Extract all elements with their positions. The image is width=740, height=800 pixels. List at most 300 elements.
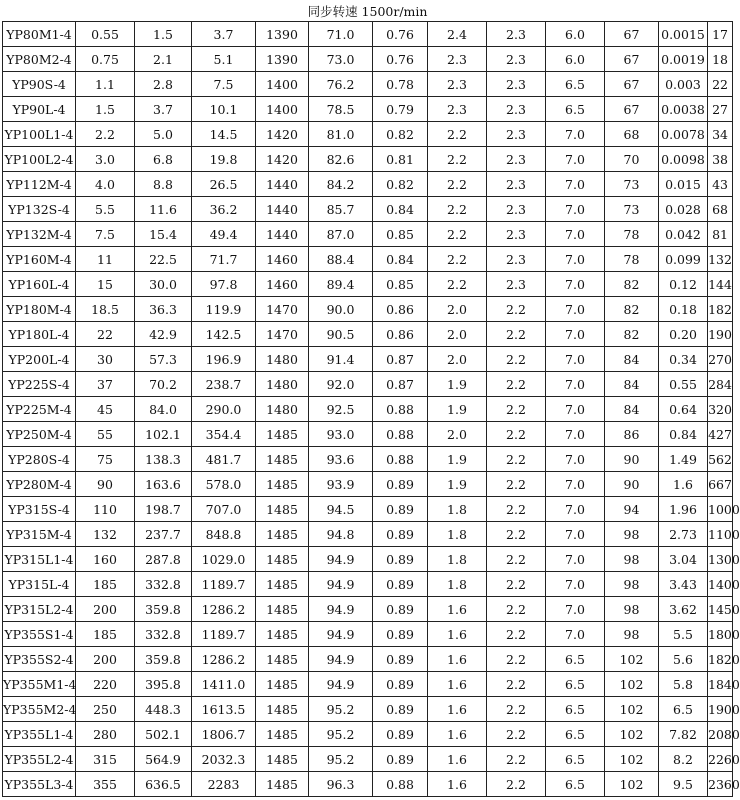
- table-cell: 10.1: [192, 97, 256, 122]
- model-cell: YP315M-4: [3, 522, 76, 547]
- table-cell: 75: [76, 447, 135, 472]
- table-cell: 78.5: [309, 97, 373, 122]
- table-cell: 1485: [256, 722, 309, 747]
- table-cell: 2.3: [487, 47, 546, 72]
- table-cell: 1440: [256, 197, 309, 222]
- table-row: [3, 522, 733, 547]
- table-cell: 1.8: [428, 572, 487, 597]
- table-cell: 19.8: [192, 147, 256, 172]
- table-cell: 0.88: [373, 447, 428, 472]
- table-cell: 7.0: [546, 347, 605, 372]
- table-cell: 82.6: [309, 147, 373, 172]
- table-cell: 102: [605, 672, 659, 697]
- model-cell: YP90L-4: [3, 97, 76, 122]
- table-row: [3, 347, 733, 372]
- table-cell: 6.5: [546, 97, 605, 122]
- model-cell: YP100L2-4: [3, 147, 76, 172]
- table-cell: 427: [708, 422, 733, 447]
- table-cell: 67: [605, 47, 659, 72]
- table-cell: 94.9: [309, 672, 373, 697]
- table-cell: 359.8: [135, 597, 192, 622]
- table-cell: 1485: [256, 597, 309, 622]
- table-cell: 3.0: [76, 147, 135, 172]
- table-cell: 1460: [256, 272, 309, 297]
- table-cell: 93.6: [309, 447, 373, 472]
- table-cell: 2.2: [428, 247, 487, 272]
- table-cell: 2.3: [487, 72, 546, 97]
- table-cell: 102: [605, 722, 659, 747]
- table-cell: 0.34: [659, 347, 708, 372]
- model-cell: YP132M-4: [3, 222, 76, 247]
- table-cell: 2.73: [659, 522, 708, 547]
- table-cell: 332.8: [135, 622, 192, 647]
- table-cell: 2.2: [428, 122, 487, 147]
- table-cell: 1400: [256, 72, 309, 97]
- table-cell: 1.6: [428, 772, 487, 797]
- model-cell: YP160L-4: [3, 272, 76, 297]
- table-cell: 1.6: [428, 597, 487, 622]
- table-cell: 92.5: [309, 397, 373, 422]
- table-cell: 7.0: [546, 297, 605, 322]
- table-cell: 7.0: [546, 497, 605, 522]
- table-cell: 0.89: [373, 672, 428, 697]
- table-cell: 1189.7: [192, 622, 256, 647]
- table-cell: 82: [605, 297, 659, 322]
- table-cell: 2.0: [428, 297, 487, 322]
- table-cell: 132: [76, 522, 135, 547]
- table-cell: 1.9: [428, 397, 487, 422]
- table-cell: 0.87: [373, 372, 428, 397]
- table-cell: 7.0: [546, 472, 605, 497]
- model-cell: YP180L-4: [3, 322, 76, 347]
- table-cell: 2.2: [487, 672, 546, 697]
- table-row: [3, 297, 733, 322]
- table-cell: 2.0: [428, 347, 487, 372]
- model-cell: YP280S-4: [3, 447, 76, 472]
- table-cell: 2.8: [135, 72, 192, 97]
- table-cell: 2.2: [487, 497, 546, 522]
- table-cell: 42.9: [135, 322, 192, 347]
- table-cell: 95.2: [309, 747, 373, 772]
- table-cell: 22: [76, 322, 135, 347]
- table-cell: 200: [76, 647, 135, 672]
- table-cell: 78: [605, 222, 659, 247]
- table-cell: 90.5: [309, 322, 373, 347]
- table-row: [3, 497, 733, 522]
- table-cell: 2.3: [428, 47, 487, 72]
- table-cell: 2.2: [487, 522, 546, 547]
- table-cell: 82: [605, 272, 659, 297]
- table-cell: 2.3: [487, 147, 546, 172]
- table-cell: 7.5: [76, 222, 135, 247]
- table-cell: 0.85: [373, 272, 428, 297]
- table-cell: 1485: [256, 772, 309, 797]
- table-cell: 17: [708, 22, 733, 47]
- table-cell: 84: [605, 397, 659, 422]
- table-cell: 1485: [256, 547, 309, 572]
- table-cell: 0.88: [373, 772, 428, 797]
- table-cell: 11: [76, 247, 135, 272]
- table-cell: 7.0: [546, 197, 605, 222]
- table-row: [3, 222, 733, 247]
- table-cell: 43: [708, 172, 733, 197]
- table-cell: 190: [708, 322, 733, 347]
- table-cell: 0.55: [76, 22, 135, 47]
- table-cell: 68: [708, 197, 733, 222]
- table-cell: 355: [76, 772, 135, 797]
- table-cell: 1460: [256, 247, 309, 272]
- table-cell: 34: [708, 122, 733, 147]
- table-cell: 98: [605, 522, 659, 547]
- table-cell: 1485: [256, 422, 309, 447]
- table-cell: 2.2: [428, 272, 487, 297]
- table-cell: 102: [605, 697, 659, 722]
- table-cell: 7.0: [546, 447, 605, 472]
- table-cell: 2.3: [487, 247, 546, 272]
- table-cell: 8.2: [659, 747, 708, 772]
- model-cell: YP315L-4: [3, 572, 76, 597]
- table-cell: 0.89: [373, 622, 428, 647]
- table-row: [3, 397, 733, 422]
- motor-spec-table: [2, 0, 740, 797]
- table-cell: 2.3: [487, 222, 546, 247]
- model-cell: YP160M-4: [3, 247, 76, 272]
- table-cell: 142.5: [192, 322, 256, 347]
- table-cell: 2.2: [428, 197, 487, 222]
- table-cell: 102: [605, 772, 659, 797]
- table-cell: 49.4: [192, 222, 256, 247]
- table-cell: 2.2: [487, 597, 546, 622]
- table-cell: 0.0019: [659, 47, 708, 72]
- table-cell: 5.8: [659, 672, 708, 697]
- table-cell: 73.0: [309, 47, 373, 72]
- table-cell: 67: [605, 22, 659, 47]
- table-row: [3, 622, 733, 647]
- table-cell: 1.1: [76, 72, 135, 97]
- table-cell: 2.2: [487, 422, 546, 447]
- table-cell: 98: [605, 547, 659, 572]
- table-cell: 81.0: [309, 122, 373, 147]
- table-cell: 1485: [256, 447, 309, 472]
- table-cell: 15: [76, 272, 135, 297]
- table-cell: 6.5: [659, 697, 708, 722]
- table-cell: 7.0: [546, 422, 605, 447]
- table-row: [3, 647, 733, 672]
- table-cell: 707.0: [192, 497, 256, 522]
- table-cell: 90: [76, 472, 135, 497]
- table-cell: 8.8: [135, 172, 192, 197]
- model-cell: YP180M-4: [3, 297, 76, 322]
- table-cell: 0.78: [373, 72, 428, 97]
- table-cell: 1.9: [428, 372, 487, 397]
- table-cell: 73: [605, 172, 659, 197]
- table-cell: 0.85: [373, 222, 428, 247]
- table-cell: 94.9: [309, 597, 373, 622]
- table-cell: 2283: [192, 772, 256, 797]
- table-cell: 1189.7: [192, 572, 256, 597]
- table-cell: 1400: [708, 572, 733, 597]
- table-cell: 5.5: [659, 622, 708, 647]
- table-cell: 2.2: [487, 322, 546, 347]
- table-cell: 30: [76, 347, 135, 372]
- table-cell: 2260: [708, 747, 733, 772]
- table-cell: 1.6: [428, 697, 487, 722]
- table-cell: 14.5: [192, 122, 256, 147]
- table-cell: 2.3: [428, 72, 487, 97]
- table-cell: 94.9: [309, 547, 373, 572]
- table-cell: 2.3: [487, 97, 546, 122]
- table-cell: 6.5: [546, 722, 605, 747]
- table-cell: 578.0: [192, 472, 256, 497]
- table-cell: 2.2: [487, 347, 546, 372]
- table-cell: 2.2: [487, 647, 546, 672]
- model-cell: YP280M-4: [3, 472, 76, 497]
- table-cell: 1400: [256, 97, 309, 122]
- table-cell: 2.3: [487, 272, 546, 297]
- table-cell: 89.4: [309, 272, 373, 297]
- table-cell: 98: [605, 597, 659, 622]
- table-cell: 2.3: [487, 197, 546, 222]
- table-cell: 84: [605, 347, 659, 372]
- table-cell: 2.2: [487, 772, 546, 797]
- table-cell: 2.0: [428, 422, 487, 447]
- table-cell: 38: [708, 147, 733, 172]
- table-cell: 315: [76, 747, 135, 772]
- table-cell: 1440: [256, 172, 309, 197]
- table-cell: 76.2: [309, 72, 373, 97]
- model-cell: YP225M-4: [3, 397, 76, 422]
- table-cell: 2.2: [487, 447, 546, 472]
- table-cell: 0.003: [659, 72, 708, 97]
- table-cell: 2.2: [487, 747, 546, 772]
- table-cell: 7.0: [546, 372, 605, 397]
- table-cell: 6.0: [546, 47, 605, 72]
- table-cell: 1.5: [135, 22, 192, 47]
- table-cell: 94.9: [309, 572, 373, 597]
- table-cell: 82: [605, 322, 659, 347]
- table-cell: 185: [76, 572, 135, 597]
- table-row: [3, 372, 733, 397]
- table-cell: 1450: [708, 597, 733, 622]
- table-row: [3, 122, 733, 147]
- table-cell: 96.3: [309, 772, 373, 797]
- table-cell: 2.2: [487, 372, 546, 397]
- table-cell: 1440: [256, 222, 309, 247]
- table-cell: 70: [605, 147, 659, 172]
- table-cell: 1029.0: [192, 547, 256, 572]
- table-cell: 102: [605, 747, 659, 772]
- table-cell: 0.64: [659, 397, 708, 422]
- table-cell: 284: [708, 372, 733, 397]
- table-cell: 78: [605, 247, 659, 272]
- table-cell: 1806.7: [192, 722, 256, 747]
- table-cell: 2.2: [428, 222, 487, 247]
- model-cell: YP355S1-4: [3, 622, 76, 647]
- table-cell: 1.8: [428, 522, 487, 547]
- table-cell: 2032.3: [192, 747, 256, 772]
- table-cell: 7.0: [546, 597, 605, 622]
- table-cell: 6.5: [546, 647, 605, 672]
- model-cell: YP355S2-4: [3, 647, 76, 672]
- table-cell: 9.5: [659, 772, 708, 797]
- table-cell: 848.8: [192, 522, 256, 547]
- table-cell: 160: [76, 547, 135, 572]
- table-cell: 93.9: [309, 472, 373, 497]
- table-cell: 92.0: [309, 372, 373, 397]
- table-cell: 0.89: [373, 747, 428, 772]
- table-cell: 57.3: [135, 347, 192, 372]
- table-cell: 55: [76, 422, 135, 447]
- table-cell: 2.2: [487, 547, 546, 572]
- table-cell: 2.1: [135, 47, 192, 72]
- table-cell: 2.2: [487, 397, 546, 422]
- table-cell: 102: [605, 647, 659, 672]
- table-cell: 119.9: [192, 297, 256, 322]
- table-cell: 2.2: [487, 297, 546, 322]
- table-cell: 3.7: [192, 22, 256, 47]
- table-cell: 200: [76, 597, 135, 622]
- table-cell: 0.76: [373, 47, 428, 72]
- table-cell: 2080: [708, 722, 733, 747]
- table-cell: 1470: [256, 322, 309, 347]
- table-cell: 0.0098: [659, 147, 708, 172]
- table-cell: 0.55: [659, 372, 708, 397]
- table-cell: 90: [605, 472, 659, 497]
- table-cell: 5.6: [659, 647, 708, 672]
- table-cell: 0.86: [373, 322, 428, 347]
- table-cell: 18.5: [76, 297, 135, 322]
- model-cell: YP355M1-4: [3, 672, 76, 697]
- table-cell: 2.2: [487, 622, 546, 647]
- table-cell: 1613.5: [192, 697, 256, 722]
- table-cell: 27: [708, 97, 733, 122]
- table-cell: 0.89: [373, 472, 428, 497]
- table-cell: 280: [76, 722, 135, 747]
- table-cell: 18: [708, 47, 733, 72]
- table-cell: 98: [605, 572, 659, 597]
- table-cell: 636.5: [135, 772, 192, 797]
- model-cell: YP100L1-4: [3, 122, 76, 147]
- table-cell: 1.9: [428, 472, 487, 497]
- table-row: [3, 172, 733, 197]
- table-cell: 562: [708, 447, 733, 472]
- table-cell: 182: [708, 297, 733, 322]
- table-cell: 86: [605, 422, 659, 447]
- table-cell: 97.8: [192, 272, 256, 297]
- table-cell: 2.3: [487, 22, 546, 47]
- table-row: [3, 572, 733, 597]
- table-cell: 94: [605, 497, 659, 522]
- table-cell: 84.0: [135, 397, 192, 422]
- table-cell: 1100: [708, 522, 733, 547]
- table-cell: 667: [708, 472, 733, 497]
- table-cell: 2.2: [428, 172, 487, 197]
- table-cell: 68: [605, 122, 659, 147]
- table-cell: 7.0: [546, 397, 605, 422]
- table-cell: 1411.0: [192, 672, 256, 697]
- model-cell: YP225S-4: [3, 372, 76, 397]
- model-cell: YP355L1-4: [3, 722, 76, 747]
- model-cell: YP315L2-4: [3, 597, 76, 622]
- table-cell: 220: [76, 672, 135, 697]
- table-cell: 7.82: [659, 722, 708, 747]
- table-cell: 0.76: [373, 22, 428, 47]
- table-cell: 1.6: [428, 722, 487, 747]
- table-cell: 0.84: [659, 422, 708, 447]
- table-cell: 196.9: [192, 347, 256, 372]
- table-cell: 0.015: [659, 172, 708, 197]
- table-cell: 6.0: [546, 22, 605, 47]
- model-cell: YP200L-4: [3, 347, 76, 372]
- table-row: [3, 422, 733, 447]
- table-cell: 90.0: [309, 297, 373, 322]
- table-cell: 3.43: [659, 572, 708, 597]
- table-cell: 0.89: [373, 722, 428, 747]
- model-cell: YP90S-4: [3, 72, 76, 97]
- table-cell: 95.2: [309, 722, 373, 747]
- table-cell: 2.3: [487, 122, 546, 147]
- table-cell: 7.0: [546, 622, 605, 647]
- table-cell: 1480: [256, 347, 309, 372]
- table-cell: 1800: [708, 622, 733, 647]
- table-cell: 2.3: [487, 172, 546, 197]
- table-cell: 0.099: [659, 247, 708, 272]
- table-cell: 0.82: [373, 122, 428, 147]
- table-cell: 7.0: [546, 522, 605, 547]
- table-cell: 1.6: [428, 622, 487, 647]
- table-row: [3, 722, 733, 747]
- table-cell: 67: [605, 72, 659, 97]
- table-cell: 250: [76, 697, 135, 722]
- table-cell: 5.1: [192, 47, 256, 72]
- table-cell: 1485: [256, 497, 309, 522]
- model-cell: YP80M1-4: [3, 22, 76, 47]
- table-cell: 0.88: [373, 397, 428, 422]
- model-cell: YP315L1-4: [3, 547, 76, 572]
- model-cell: YP315S-4: [3, 497, 76, 522]
- table-cell: 2.2: [76, 122, 135, 147]
- table-cell: 84: [605, 372, 659, 397]
- table-cell: 5.5: [76, 197, 135, 222]
- table-cell: 6.5: [546, 697, 605, 722]
- table-cell: 7.0: [546, 322, 605, 347]
- table-cell: 71.7: [192, 247, 256, 272]
- table-cell: 320: [708, 397, 733, 422]
- table-cell: 0.0078: [659, 122, 708, 147]
- table-cell: 98: [605, 622, 659, 647]
- table-cell: 1.96: [659, 497, 708, 522]
- table-cell: 238.7: [192, 372, 256, 397]
- table-cell: 7.0: [546, 172, 605, 197]
- table-cell: 1.5: [76, 97, 135, 122]
- table-cell: 0.028: [659, 197, 708, 222]
- table-cell: 30.0: [135, 272, 192, 297]
- table-cell: 448.3: [135, 697, 192, 722]
- table-cell: 0.12: [659, 272, 708, 297]
- table-cell: 1840: [708, 672, 733, 697]
- table-cell: 1485: [256, 472, 309, 497]
- table-cell: 0.89: [373, 497, 428, 522]
- table-cell: 110: [76, 497, 135, 522]
- table-cell: 0.20: [659, 322, 708, 347]
- table-row: [3, 247, 733, 272]
- table-cell: 2.2: [487, 472, 546, 497]
- table-cell: 7.0: [546, 122, 605, 147]
- table-row: [3, 197, 733, 222]
- table-cell: 290.0: [192, 397, 256, 422]
- model-cell: YP355M2-4: [3, 697, 76, 722]
- table-cell: 0.89: [373, 697, 428, 722]
